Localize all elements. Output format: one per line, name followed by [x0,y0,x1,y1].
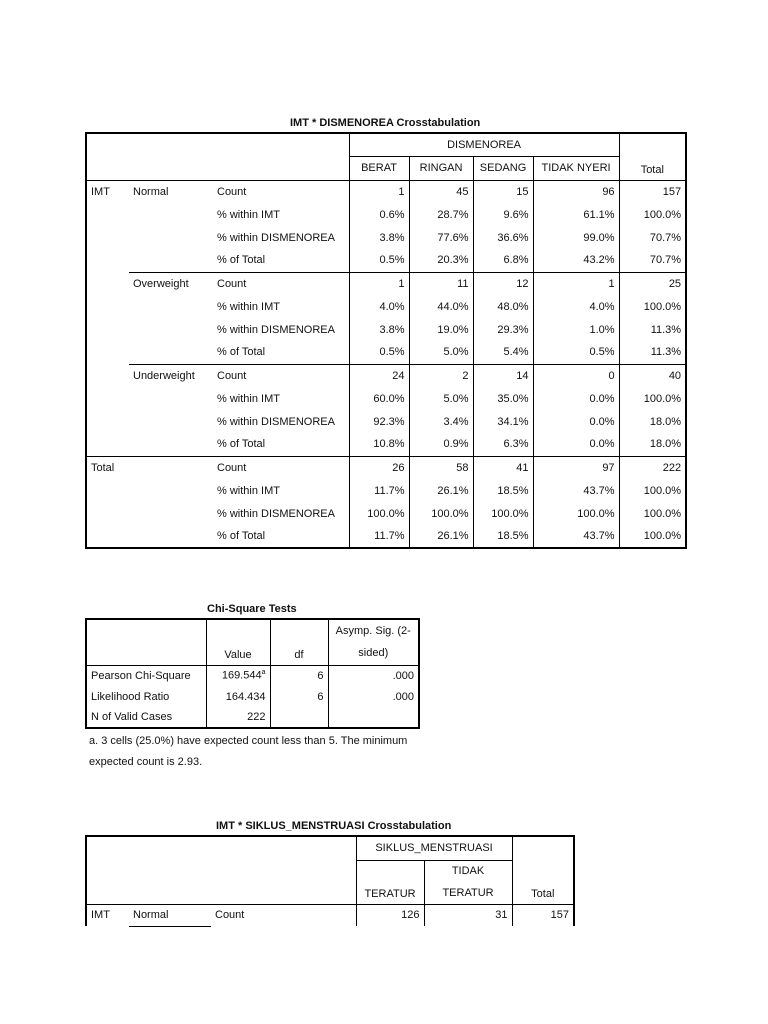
table-row [86,456,686,479]
table-row [86,318,686,341]
footnote-line: a. 3 cells (25.0%) have expected count less than 5. The minimum [89,735,408,747]
data-cell: 19.0% [409,318,473,341]
data-cell: 0 [533,364,619,387]
data-cell: 43.2% [533,249,619,272]
data-cell: 18.0% [619,410,686,433]
row-group-label: Underweight [129,364,213,387]
chi-row-label: N of Valid Cases [86,707,206,728]
data-cell: 45 [409,180,473,203]
header-total: Total [640,163,664,176]
table-row [86,341,686,364]
data-cell: 222 [619,456,686,479]
siklus-header-teratur: TERATUR [364,887,416,900]
row-group-empty [129,249,213,272]
column-header: TIDAK NYERI [533,156,619,180]
data-cell: 10.8% [349,433,409,456]
stat-label: % of Total [213,341,349,364]
data-cell: 100.0% [349,502,409,525]
footnote-line: expected count is 2.93. [89,756,203,768]
data-cell: 9.6% [473,203,533,226]
siklus-cell: 31 [424,904,512,926]
row-group-empty [129,341,213,364]
data-cell: 0.5% [533,341,619,364]
data-cell: 3.4% [409,410,473,433]
data-cell: 6.3% [473,433,533,456]
data-cell: 0.0% [533,387,619,410]
data-cell: 36.6% [473,226,533,249]
data-cell: 100.0% [619,479,686,502]
table-row [86,433,686,456]
data-cell: 24 [349,364,409,387]
chi-row-sig: .000 [328,686,419,707]
data-cell: 3.8% [349,318,409,341]
data-cell: 1.0% [533,318,619,341]
data-cell: 100.0% [619,387,686,410]
chi-square-footnote [89,731,407,773]
data-cell: 60.0% [349,387,409,410]
row-group-empty [129,410,213,433]
chi-row [86,707,419,728]
chi-square-title: Chi-Square Tests [207,603,297,615]
row-group-empty [129,226,213,249]
stat-label: % within DISMENOREA [213,226,349,249]
row-group-label: Overweight [129,272,213,295]
row-var-label: IMT [86,180,129,203]
row-group-empty [129,387,213,410]
stat-label: % of Total [213,249,349,272]
chi-row-df: 6 [270,665,328,686]
data-cell: 92.3% [349,410,409,433]
data-cell: 48.0% [473,295,533,318]
data-cell: 77.6% [409,226,473,249]
row-group-label: Normal [129,180,213,203]
chi-row-sig: .000 [328,665,419,686]
stat-label: % within IMT [213,295,349,318]
siklus-row-var: IMT [86,904,129,926]
data-cell: 0.9% [409,433,473,456]
data-cell: 96 [533,180,619,203]
chi-row-label: Likelihood Ratio [86,686,206,707]
data-cell: 3.8% [349,226,409,249]
siklus-cell: 126 [356,904,424,926]
data-cell: 100.0% [619,502,686,525]
data-cell: 70.7% [619,249,686,272]
chi-header-sig-line2: sided) [328,642,419,665]
data-cell: 0.0% [533,410,619,433]
siklus-row-group: Normal [129,904,211,926]
data-cell: 0.5% [349,341,409,364]
data-cell: 43.7% [533,525,619,548]
data-cell: 61.1% [533,203,619,226]
row-group-empty [129,295,213,318]
crosstab-header-empty [86,133,349,180]
stat-label: Count [213,364,349,387]
data-cell: 5.0% [409,387,473,410]
data-cell: 18.0% [619,433,686,456]
siklus-header-tidak: TIDAK [424,860,512,882]
stat-label: Count [213,456,349,479]
table-row [86,387,686,410]
data-cell: 14 [473,364,533,387]
table-row [86,502,686,525]
total-label: Total [86,456,129,479]
table-row [86,249,686,272]
data-cell: 157 [619,180,686,203]
crosstab-dismenorea-table [85,132,687,549]
data-cell: 100.0% [619,203,686,226]
data-cell: 34.1% [473,410,533,433]
data-cell: 4.0% [533,295,619,318]
data-cell: 15 [473,180,533,203]
data-cell: 35.0% [473,387,533,410]
data-cell: 97 [533,456,619,479]
column-header: RINGAN [409,156,473,180]
chi-row-df [270,707,328,728]
chi-row [86,665,419,686]
row-group-empty [129,433,213,456]
data-cell: 100.0% [533,502,619,525]
table-row [86,525,686,548]
data-cell: 18.5% [473,479,533,502]
crosstab-siklus-title: IMT * SIKLUS_MENSTRUASI Crosstabulation [216,820,452,832]
data-cell: 25 [619,272,686,295]
data-cell: 26 [349,456,409,479]
stat-label: % of Total [213,525,349,548]
chi-header-df: df [294,648,304,661]
stat-label: % within IMT [213,203,349,226]
data-cell: 100.0% [473,502,533,525]
data-cell: 4.0% [349,295,409,318]
siklus-row [86,904,574,926]
siklus-header-empty [86,836,356,904]
data-cell: 70.7% [619,226,686,249]
stat-label: Count [213,180,349,203]
data-cell: 11.3% [619,318,686,341]
chi-row [86,686,419,707]
siklus-cell: 157 [512,904,574,926]
column-header: SEDANG [473,156,533,180]
data-cell: 26.1% [409,479,473,502]
stat-label: % within IMT [213,479,349,502]
chi-header-empty [86,619,206,665]
table-row [86,272,686,295]
data-cell: 11 [409,272,473,295]
dismenorea-group-header: DISMENOREA [349,133,619,156]
chi-header-value: Value [224,648,252,661]
stat-label: Count [213,272,349,295]
data-cell: 2 [409,364,473,387]
data-cell: 100.0% [409,502,473,525]
data-cell: 1 [349,180,409,203]
crosstab-dismenorea-title: IMT * DISMENOREA Crosstabulation [290,117,481,129]
chi-row-value: 169.544$^a$ [206,665,270,686]
data-cell: 100.0% [619,295,686,318]
data-cell: 0.6% [349,203,409,226]
chi-row-df: 6 [270,686,328,707]
data-cell: 1 [349,272,409,295]
chi-header-sig-line1: Asymp. Sig. (2- [328,619,419,642]
data-cell: 12 [473,272,533,295]
siklus-group-header: SIKLUS_MENSTRUASI [356,836,512,860]
crosstab-siklus-table [85,835,575,927]
table-row [86,203,686,226]
chi-row-sig [328,707,419,728]
chi-row-label: Pearson Chi-Square [86,665,206,686]
table-row [86,479,686,502]
table-row [86,226,686,249]
chi-row-value: 164.434 [206,686,270,707]
row-group-empty [129,203,213,226]
chi-row-value: 222 [206,707,270,728]
data-cell: 43.7% [533,479,619,502]
stat-label: % within DISMENOREA [213,410,349,433]
stat-label: % within DISMENOREA [213,502,349,525]
data-cell: 11.7% [349,525,409,548]
siklus-row-stat: Count [211,904,356,926]
data-cell: 0.5% [349,249,409,272]
data-cell: 0.0% [533,433,619,456]
data-cell: 44.0% [409,295,473,318]
column-header: BERAT [349,156,409,180]
data-cell: 11.3% [619,341,686,364]
data-cell: 40 [619,364,686,387]
table-row [86,180,686,203]
table-row [86,295,686,318]
chi-square-table [85,618,420,729]
data-cell: 18.5% [473,525,533,548]
siklus-header-total: Total [531,887,555,900]
data-cell: 5.4% [473,341,533,364]
data-cell: 29.3% [473,318,533,341]
data-cell: 58 [409,456,473,479]
row-group-empty [129,318,213,341]
siklus-header-tidak-teratur: TERATUR [424,882,512,904]
data-cell: 20.3% [409,249,473,272]
data-cell: 6.8% [473,249,533,272]
data-cell: 11.7% [349,479,409,502]
data-cell: 41 [473,456,533,479]
data-cell: 28.7% [409,203,473,226]
data-cell: 99.0% [533,226,619,249]
stat-label: % within IMT [213,387,349,410]
table-row [86,364,686,387]
stat-label: % of Total [213,433,349,456]
data-cell: 26.1% [409,525,473,548]
data-cell: 1 [533,272,619,295]
data-cell: 100.0% [619,525,686,548]
table-row [86,410,686,433]
data-cell: 5.0% [409,341,473,364]
stat-label: % within DISMENOREA [213,318,349,341]
